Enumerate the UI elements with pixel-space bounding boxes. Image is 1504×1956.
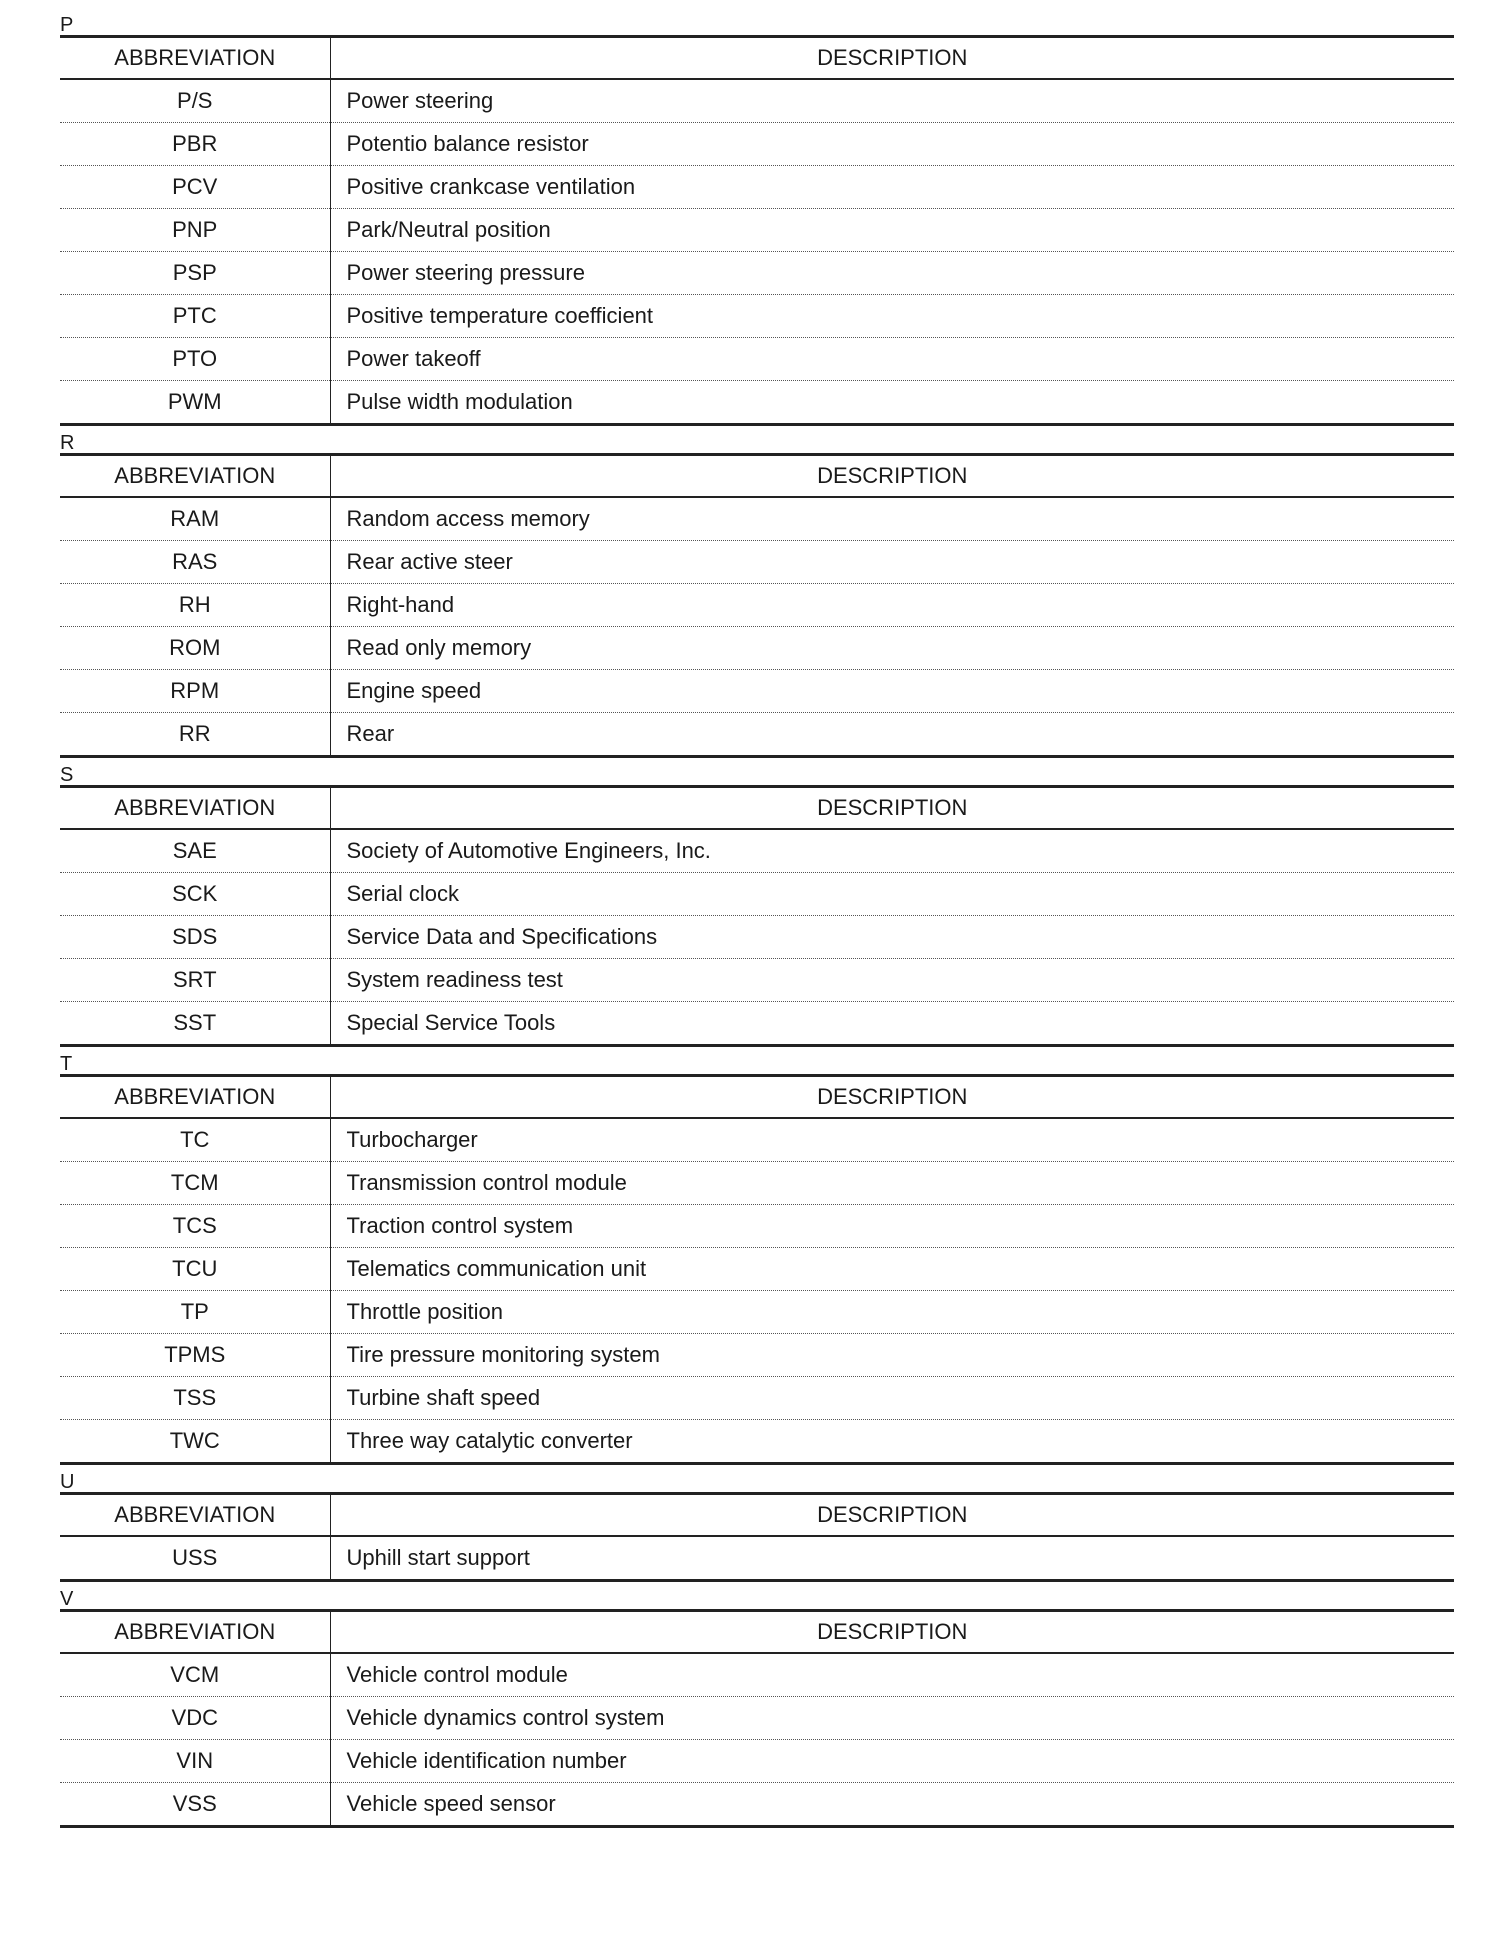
abbreviation-cell: SDS	[60, 916, 330, 959]
description-cell: Vehicle control module	[330, 1653, 1454, 1697]
abbreviation-cell: PTO	[60, 338, 330, 381]
abbreviation-table-r	[60, 453, 1454, 758]
description-cell: Positive crankcase ventilation	[330, 166, 1454, 209]
abbreviation-cell: TCS	[60, 1205, 330, 1248]
table-header-row	[60, 1076, 1454, 1119]
abbreviation-cell: RAS	[60, 541, 330, 584]
description-cell: Random access memory	[330, 497, 1454, 541]
table-row	[60, 873, 1454, 916]
description-cell: Rear	[346, 721, 395, 746]
abbreviation-cell: TPMS	[60, 1334, 330, 1377]
section-letter-p: P	[60, 14, 74, 36]
table-row	[60, 497, 1454, 541]
section-letter-r: R	[60, 432, 75, 454]
table-header-row	[60, 787, 1454, 830]
description-cell: Read only memory	[330, 627, 1454, 670]
table-row	[60, 1653, 1454, 1697]
description-cell: Potentio balance resistor	[330, 123, 1454, 166]
abbreviation-cell: SCK	[60, 873, 330, 916]
description-column-header: DESCRIPTION	[330, 787, 1454, 830]
table-row	[60, 1334, 1454, 1377]
section-letter-v: V	[60, 1588, 74, 1610]
table-header-row	[60, 455, 1454, 498]
table-row	[60, 381, 1454, 425]
table-header-row	[60, 37, 1454, 80]
section-letter-s: S	[60, 764, 74, 786]
abbreviation-cell: RAM	[60, 497, 330, 541]
table-row	[60, 1248, 1454, 1291]
abbreviation-cell: PTC	[60, 295, 330, 338]
table-row	[60, 1420, 1454, 1464]
table-row	[60, 670, 1454, 713]
abbreviation-cell: P/S	[60, 79, 330, 123]
description-cell: Positive temperature coefficient	[330, 295, 1454, 338]
description-cell: Traction control system	[330, 1205, 1454, 1248]
table-row	[60, 209, 1454, 252]
description-cell: Turbocharger	[330, 1118, 1454, 1162]
table-row	[60, 541, 1454, 584]
table-row	[60, 1377, 1454, 1420]
abbreviation-column-header: ABBREVIATION	[60, 1611, 330, 1654]
description-cell: Vehicle dynamics control system	[330, 1697, 1454, 1740]
table-row	[60, 916, 1454, 959]
table-row	[60, 1002, 1454, 1046]
description-cell: Serial clock	[330, 873, 1454, 916]
description-column-header: DESCRIPTION	[330, 1076, 1454, 1119]
abbreviation-cell: RR	[60, 713, 330, 757]
table-row	[60, 123, 1454, 166]
description-cell: Three way catalytic converter	[346, 1428, 633, 1453]
section-letter-u: U	[60, 1471, 75, 1493]
table-row	[60, 829, 1454, 873]
description-column-header: DESCRIPTION	[330, 455, 1454, 498]
abbreviation-cell: SAE	[60, 829, 330, 873]
table-row	[60, 252, 1454, 295]
abbreviation-cell: TP	[60, 1291, 330, 1334]
description-cell: Tire pressure monitoring system	[330, 1334, 1454, 1377]
description-cell: Vehicle identification number	[330, 1740, 1454, 1783]
table-row	[60, 713, 1454, 757]
table-row	[60, 1740, 1454, 1783]
description-cell: Rear active steer	[330, 541, 1454, 584]
abbreviation-cell: USS	[60, 1536, 330, 1581]
description-column-header: DESCRIPTION	[330, 1494, 1454, 1537]
abbreviation-cell: TWC	[60, 1420, 330, 1464]
description-cell: Telematics communication unit	[330, 1248, 1454, 1291]
abbreviation-cell: PCV	[60, 166, 330, 209]
table-row	[60, 584, 1454, 627]
description-cell: Power steering pressure	[330, 252, 1454, 295]
description-cell: Transmission control module	[330, 1162, 1454, 1205]
abbreviation-cell: ROM	[60, 627, 330, 670]
abbreviation-cell: SRT	[60, 959, 330, 1002]
abbreviation-cell: PSP	[60, 252, 330, 295]
table-row	[60, 1162, 1454, 1205]
table-row	[60, 338, 1454, 381]
description-cell: Special Service Tools	[346, 1010, 556, 1035]
abbreviation-column-header: ABBREVIATION	[60, 37, 330, 80]
description-cell: Service Data and Specifications	[330, 916, 1454, 959]
abbreviation-table-t	[60, 1074, 1454, 1465]
description-cell: Vehicle speed sensor	[346, 1791, 556, 1816]
section-letter-t: T	[60, 1053, 73, 1075]
table-row	[60, 959, 1454, 1002]
abbreviation-cell: PBR	[60, 123, 330, 166]
abbreviation-cell: TC	[60, 1118, 330, 1162]
abbreviation-column-header: ABBREVIATION	[60, 1076, 330, 1119]
table-row	[60, 1783, 1454, 1827]
table-row	[60, 79, 1454, 123]
abbreviation-column-header: ABBREVIATION	[60, 787, 330, 830]
abbreviation-cell: VIN	[60, 1740, 330, 1783]
description-column-header: DESCRIPTION	[330, 37, 1454, 80]
abbreviation-cell: RPM	[60, 670, 330, 713]
abbreviation-cell: PNP	[60, 209, 330, 252]
description-cell: Right-hand	[330, 584, 1454, 627]
abbreviation-table-v	[60, 1609, 1454, 1828]
abbreviation-table-p	[60, 35, 1454, 426]
table-row	[60, 295, 1454, 338]
description-cell: Park/Neutral position	[330, 209, 1454, 252]
abbreviation-cell: SST	[60, 1002, 330, 1046]
table-row	[60, 1291, 1454, 1334]
abbreviation-cell: TCM	[60, 1162, 330, 1205]
table-row	[60, 1205, 1454, 1248]
abbreviation-column-header: ABBREVIATION	[60, 1494, 330, 1537]
table-header-row	[60, 1611, 1454, 1654]
description-cell: Uphill start support	[346, 1545, 530, 1570]
table-row	[60, 627, 1454, 670]
table-row	[60, 1697, 1454, 1740]
description-cell: Power steering	[330, 79, 1454, 123]
abbreviation-cell: TCU	[60, 1248, 330, 1291]
abbreviation-column-header: ABBREVIATION	[60, 455, 330, 498]
description-cell: Engine speed	[330, 670, 1454, 713]
abbreviation-table-s	[60, 785, 1454, 1047]
description-cell: Pulse width modulation	[346, 389, 573, 414]
abbreviation-cell: VSS	[60, 1783, 330, 1827]
description-cell: Throttle position	[330, 1291, 1454, 1334]
description-cell: Society of Automotive Engineers, Inc.	[330, 829, 1454, 873]
abbreviation-cell: TSS	[60, 1377, 330, 1420]
abbreviation-cell: VDC	[60, 1697, 330, 1740]
table-header-row	[60, 1494, 1454, 1537]
abbreviation-cell: VCM	[60, 1653, 330, 1697]
table-row	[60, 166, 1454, 209]
abbreviation-table-u	[60, 1492, 1454, 1582]
abbreviation-cell: RH	[60, 584, 330, 627]
description-cell: Power takeoff	[330, 338, 1454, 381]
table-row	[60, 1118, 1454, 1162]
abbreviation-cell: PWM	[60, 381, 330, 425]
abbreviation-document	[60, 8, 1454, 1828]
table-row	[60, 1536, 1454, 1581]
description-cell: System readiness test	[330, 959, 1454, 1002]
description-cell: Turbine shaft speed	[330, 1377, 1454, 1420]
description-column-header: DESCRIPTION	[330, 1611, 1454, 1654]
